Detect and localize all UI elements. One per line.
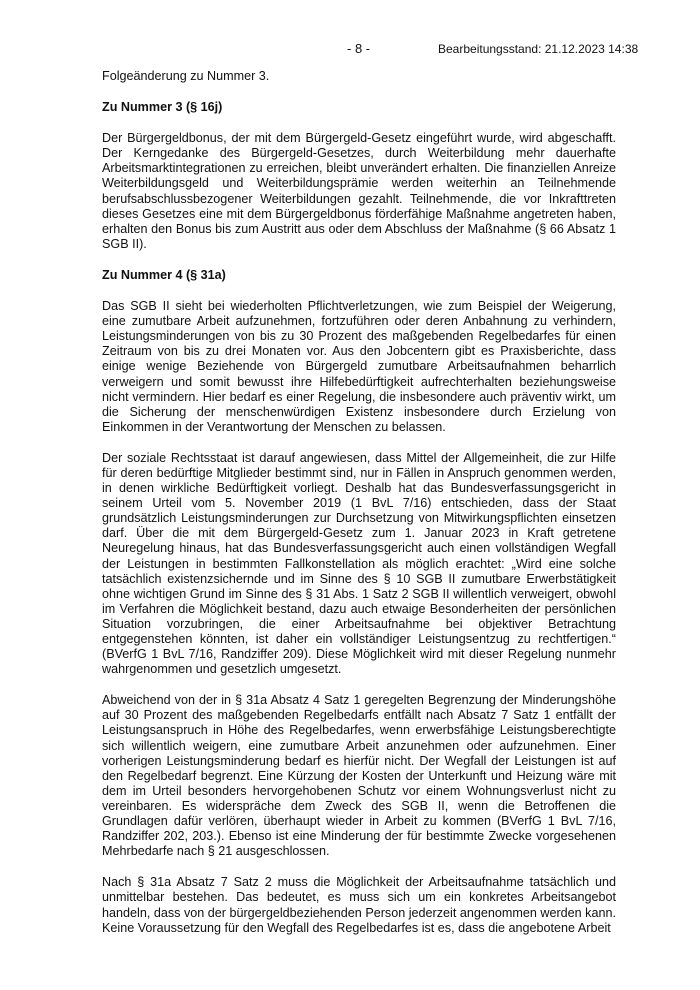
edit-status: Bearbeitungsstand: 21.12.2023 14:38 — [438, 42, 639, 56]
intro-line: Folgeänderung zu Nummer 3. — [102, 69, 270, 83]
section-4-heading: Zu Nummer 4 (§ 31a) — [102, 267, 226, 282]
section-4-paragraph-2: Der soziale Rechtsstaat ist darauf angewiesen, dass Mittel der Allgemeinheit, die zur Hilfe für deren bedürftige Mitglieder bestimmt sind, nur in Fällen in Anspruch genommen werden, in denen wirkliche Bedürftigkeit vorliegt. Deshalb hat das Bundesverfassungsgericht in seinem Urteil vom 5. November 2019 (1 BvL 7/16) entschieden, dass der Staat grundsätzlich Leistungsminderungen zur Durchsetzung von Mitwirkungspflichten einsetzen darf. Über die mit dem Bürgergeld-Gesetz zum 1. Januar 2023 in Kraft getretene Neuregelung hinaus, hat das Bundesverfassungsgericht auch einen vollständigen Wegfall der Leistungen in bestimmten Fallkonstellation als möglich erachtet: „Wird eine solche tatsächlich existenzsichernde und im Sinne des § 10 SGB II zumutbare Erwerbstätigkeit ohne wichtigen Grund im Sinne des § 31 Abs. 1 Satz 2 SGB II willentlich verweigert, obwohl im Verfahren die Möglichkeit bestand, dazu auch etwaige Besonderheiten der persönlichen Situation vorzubringen, die einer Arbeitsaufnahme bei objektiver Betrachtung entgegenstehen könnten, ist daher ein vollständiger Leistungsentzug zu rechtfertigen.“ (BVerfG 1 BvL 7/16, Randziffer 209). Diese Möglichkeit wird mit dieser Regelung nunmehr wahrgenommen und gesetzlich umgesetzt. — [102, 450, 616, 677]
section-4-paragraph-3: Abweichend von der in § 31a Absatz 4 Satz 1 geregelten Begrenzung der Minderungshöhe auf 30 Prozent des maßgebenden Regelbedarfs entfällt nach Absatz 7 Satz 1 entfällt der Leistungsanspruch in Höhe des Regelbedarfes, wenn erwerbsfähige Leistungsberechtigte sich willentlich weigern, eine zumutbare Arbeit anzunehmen oder aufzunehmen. Einer vorherigen Leistungsminderung bedarf es hierfür nicht. Der Wegfall der Leistungen ist auf den Regelbedarf begrenzt. Eine Kürzung der Kosten der Unterkunft und Heizung wäre mit dem im Urteil besonders hervorgehobenen Schutz vor einem Wohnungsverlust nicht zu vereinbaren. Es widerspräche dem Zweck des SGB II, wenn die Betroffenen die Grundlagen dafür verlören, überhaupt wieder in Arbeit zu kommen (BVerfG 1 BvL 7/16, Randziffer 202, 203.). Ebenso ist eine Minderung der für bestimmte Zwecke vorgesehenen Mehrbedarfe nach § 21 ausgeschlossen. — [102, 693, 616, 859]
page-number: - 8 - — [347, 41, 371, 56]
section-4-paragraph-4: Nach § 31a Absatz 7 Satz 2 muss die Möglichkeit der Arbeitsaufnahme tatsächlich und unmittelbar bestehen. Das bedeutet, es muss sich um ein konkretes Arbeitsangebot handeln, dass von der bürgergeldbeziehenden Person jederzeit angenommen werden kann. Keine Voraussetzung für den Wegfall des Regelbedarfes ist es, dass die angebotene Arbeit — [102, 875, 616, 935]
section-3-paragraph-1: Der Bürgergeldbonus, der mit dem Bürgergeld-Gesetz eingeführt wurde, wird abgeschafft. Der Kerngedanke des Bürgergeld-Gesetzes, durch Weiterbildung mehr dauerhafte Arbeitsmarktintegrationen zu erreichen, bleibt unverändert erhalten. Die finanziellen Anreize Weiterbildungsgeld und Weiterbildungsprämie werden weiterhin an Teilnehmende berufsabschlussbezogener Weiterbildungen gezahlt. Teilnehmende, die vor Inkrafttreten dieses Gesetzes eine mit dem Bürgergeldbonus förderfähige Maßnahme angetreten haben, erhalten den Bonus bis zum Austritt aus oder dem Abschluss der Maßnahme (§ 66 Absatz 1 SGB II). — [102, 131, 616, 251]
section-3-heading: Zu Nummer 3 (§ 16j) — [102, 100, 223, 115]
section-4-paragraph-1: Das SGB II sieht bei wiederholten Pflichtverletzungen, wie zum Beispiel der Weigerung, eine zumutbare Arbeit aufzunehmen, fortzuführen oder deren Anbahnung zu verhindern, Leistungsminderungen von bis zu 30 Prozent des maßgebenden Regelbedarfes für einen Zeitraum von bis zu drei Monaten vor. Aus den Jobcentern gibt es Praxisberichte, dass einige wenige Beziehende von Bürgergeld zumutbare Arbeitsaufnahmen beharrlich verweigern und somit bewusst ihre Hilfebedürftigkeit aufrechterhalten beziehungsweise nicht vermindern. Hier bedarf es einer Regelung, die insbesondere auch präventiv wirkt, um die Sicherung der menschenwürdigen Existenz insbesondere durch Erzielung von Einkommen in der Verantwortung der Menschen zu belassen. — [102, 299, 616, 434]
document-body — [102, 69, 616, 936]
